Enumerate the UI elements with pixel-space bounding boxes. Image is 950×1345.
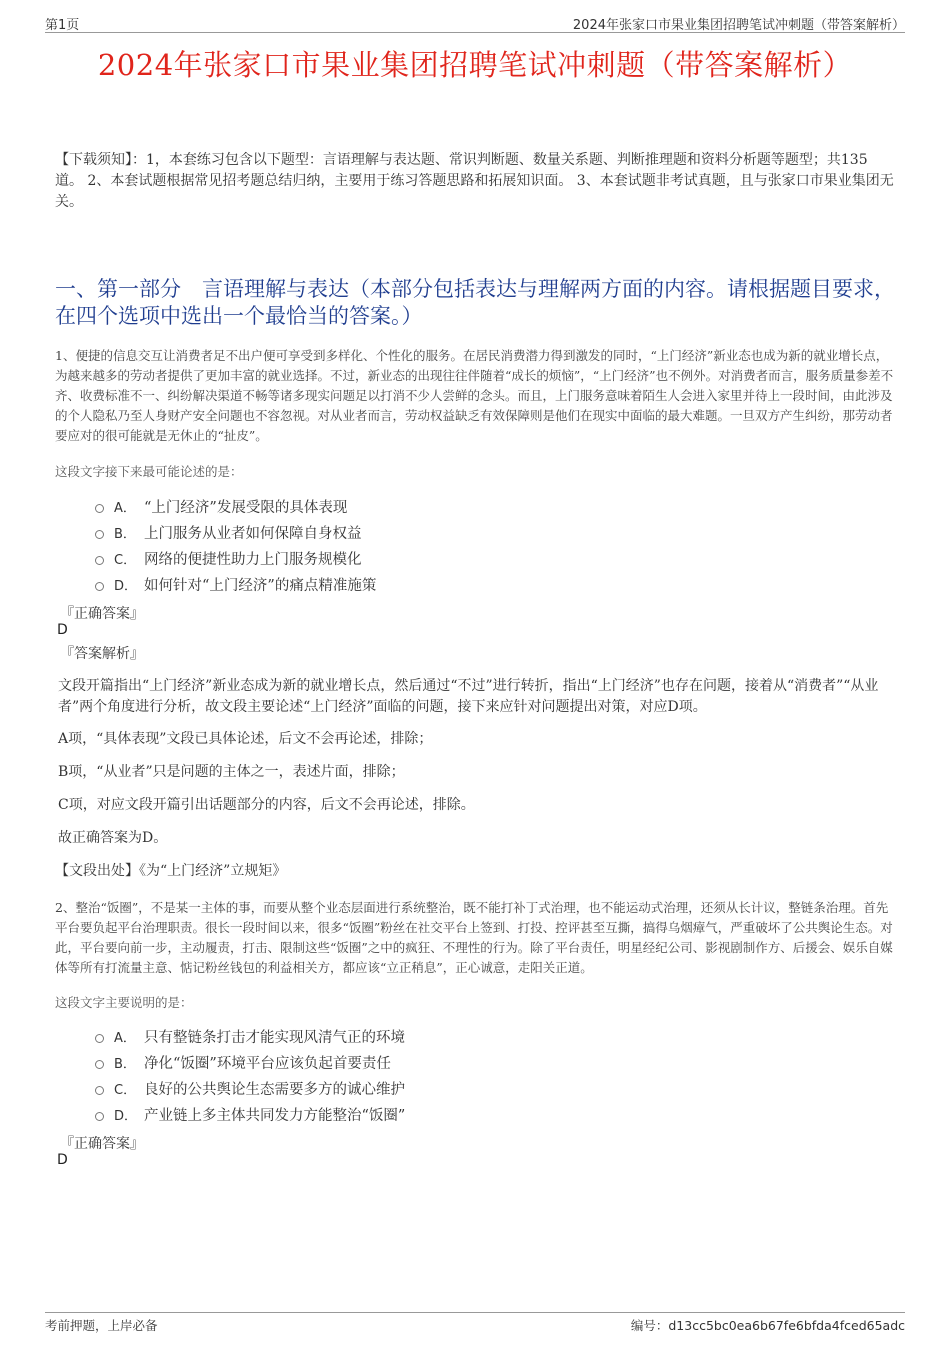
option-text: 产业链上多主体共同发力方能整治“饭圈” <box>144 1107 406 1124</box>
option-d[interactable] <box>95 571 376 597</box>
option-key: A． <box>114 1030 136 1046</box>
footer-slogan: 考前押题，上岸必备 <box>45 1318 158 1333</box>
question-1-text: 1、便捷的信息交互让消费者足不出户便可享受到多样化、个性化的服务。在居民消费潜力得到激发的同时，“上门经济”新业态也成为新的就业增长点，为越来越多的劳动者提供了更加丰富的就业选择。不过，新业态的出现往往伴随着“成长的烦恼”，“上门经济”也不例外。对消费者而言，服务质量参差不齐、收费标准不一、纠纷解决渠道不畅等诸多现实问题足以打消不少人尝鲜的念头。而且，上门服务意味着陌生人会进入家里并待上一段时间，由此涉及的个人隐私乃至人身财产安全问题也不容忽视。对从业者而言，劳动权益缺乏有效保障则是他们在现实中面临的最大难题。一旦双方产生纠纷，那劳动者要应对的很可能就是无休止的“扯皮”。 <box>55 348 894 443</box>
option-key: B． <box>114 1056 136 1072</box>
option-c[interactable] <box>95 545 376 571</box>
option-d[interactable] <box>95 1101 405 1127</box>
download-notice: 【下载须知】：1，本套练习包含以下题型：言语理解与表达题、常识判断题、数量关系题、判断推理题和资料分析题等题型；共135道。 2、本套试题根据常见招考题总结归纳，主要用于练习答题思路和拓展知识面。 3、本套试题非考试真题，且与张家口市果业集团无关。 <box>55 152 894 210</box>
document-title: 2024年张家口市果业集团招聘笔试冲刺题（带答案解析） <box>97 48 853 82</box>
option-b[interactable] <box>95 1049 405 1075</box>
radio-icon[interactable] <box>95 1086 104 1095</box>
option-text: 良好的公共舆论生态需要多方的诚心维护 <box>144 1081 405 1098</box>
radio-icon[interactable] <box>95 1034 104 1043</box>
header-doc-name: 2024年张家口市果业集团招聘笔试冲刺题（带答案解析） <box>572 18 905 33</box>
page-footer <box>45 1312 905 1337</box>
correct-answer-value: D <box>57 1152 68 1168</box>
section-title: 一、第一部分 言语理解与表达（本部分包括表达与理解两方面的内容。请根据题目要求，在四个选项中选出一个最恰当的答案。） <box>55 277 895 328</box>
analysis-paragraph: B项，“从业者”只是问题的主体之一，表述片面，排除； <box>58 764 405 780</box>
radio-icon[interactable] <box>95 556 104 565</box>
option-c[interactable] <box>95 1075 405 1101</box>
option-a[interactable] <box>95 1023 405 1049</box>
analysis-paragraph: C项，对应文段开篇引出话题部分的内容，后文不会再论述，排除。 <box>58 797 475 813</box>
analysis-paragraph: 故正确答案为D。 <box>58 830 168 846</box>
source-citation: 【文段出处】《为“上门经济”立规矩》 <box>55 863 287 879</box>
radio-icon[interactable] <box>95 582 104 591</box>
document-code: 编号：d13cc5bc0ea6b67fe6bfda4fced65adc <box>630 1318 905 1333</box>
option-text: “上门经济”发展受限的具体表现 <box>144 499 348 516</box>
option-key: D． <box>114 578 138 594</box>
option-text: 净化“饭圈”环境平台应该负起首要责任 <box>144 1055 391 1072</box>
option-key: C． <box>114 1082 137 1098</box>
question-2-text: 2、整治“饭圈”，不是某一主体的事，而要从整个业态层面进行系统整治，既不能打补丁式治理，也不能运动式治理，还须从长计议，整链条治理。首先平台要负起平台治理职责。很长一段时间以来，很多“饭圈”粉丝在社交平台上签到、打投、控评甚至互撕，搞得乌烟瘴气，严重破坏了公共舆论生态。对此，平台要向前一步，主动履责，打击、限制这些“饭圈”之中的疯狂、不理性的行为。除了平台责任，明星经纪公司、影视剧制作方、后援会、娱乐自媒体等所有打流量主意、惦记粉丝钱包的利益相关方，都应该“立正稍息”，正心诚意，走阳关正道。 <box>55 900 893 975</box>
page-number: 第1页 <box>45 18 80 33</box>
option-key: B． <box>114 526 136 542</box>
radio-icon[interactable] <box>95 1112 104 1121</box>
radio-icon[interactable] <box>95 1060 104 1069</box>
analysis-paragraph: 文段开篇指出“上门经济”新业态成为新的就业增长点，然后通过“不过”进行转折，指出“上门经济”也存在问题，接着从“消费者”“从业者”两个角度进行分析，故文段主要论述“上门经济”面临的问题，接下来应针对问题提出对策，对应D项。 <box>58 678 879 715</box>
option-text: 只有整链条打击才能实现风清气正的环境 <box>144 1029 405 1046</box>
option-key: C． <box>114 552 137 568</box>
option-b[interactable] <box>95 519 376 545</box>
question-2-options <box>95 1023 405 1127</box>
page-header <box>45 12 905 33</box>
analysis-label: 『答案解析』 <box>60 646 144 662</box>
radio-icon[interactable] <box>95 504 104 513</box>
radio-icon[interactable] <box>95 530 104 539</box>
correct-answer-value: D <box>57 622 68 638</box>
question-2-prompt: 这段文字主要说明的是： <box>55 995 193 1010</box>
option-key: A． <box>114 500 136 516</box>
option-text: 如何针对“上门经济”的痛点精准施策 <box>144 577 377 594</box>
correct-answer-label: 『正确答案』 <box>60 606 144 622</box>
option-text: 上门服务从业者如何保障自身权益 <box>144 525 362 542</box>
question-1-prompt: 这段文字接下来最可能论述的是： <box>55 464 243 479</box>
question-1-options <box>95 493 376 597</box>
correct-answer-label: 『正确答案』 <box>60 1136 144 1152</box>
option-text: 网络的便捷性助力上门服务规模化 <box>144 551 362 568</box>
option-a[interactable] <box>95 493 376 519</box>
option-key: D． <box>114 1108 138 1124</box>
analysis-paragraph: A项，“具体表现”文段已具体论述，后文不会再论述，排除； <box>58 731 433 747</box>
